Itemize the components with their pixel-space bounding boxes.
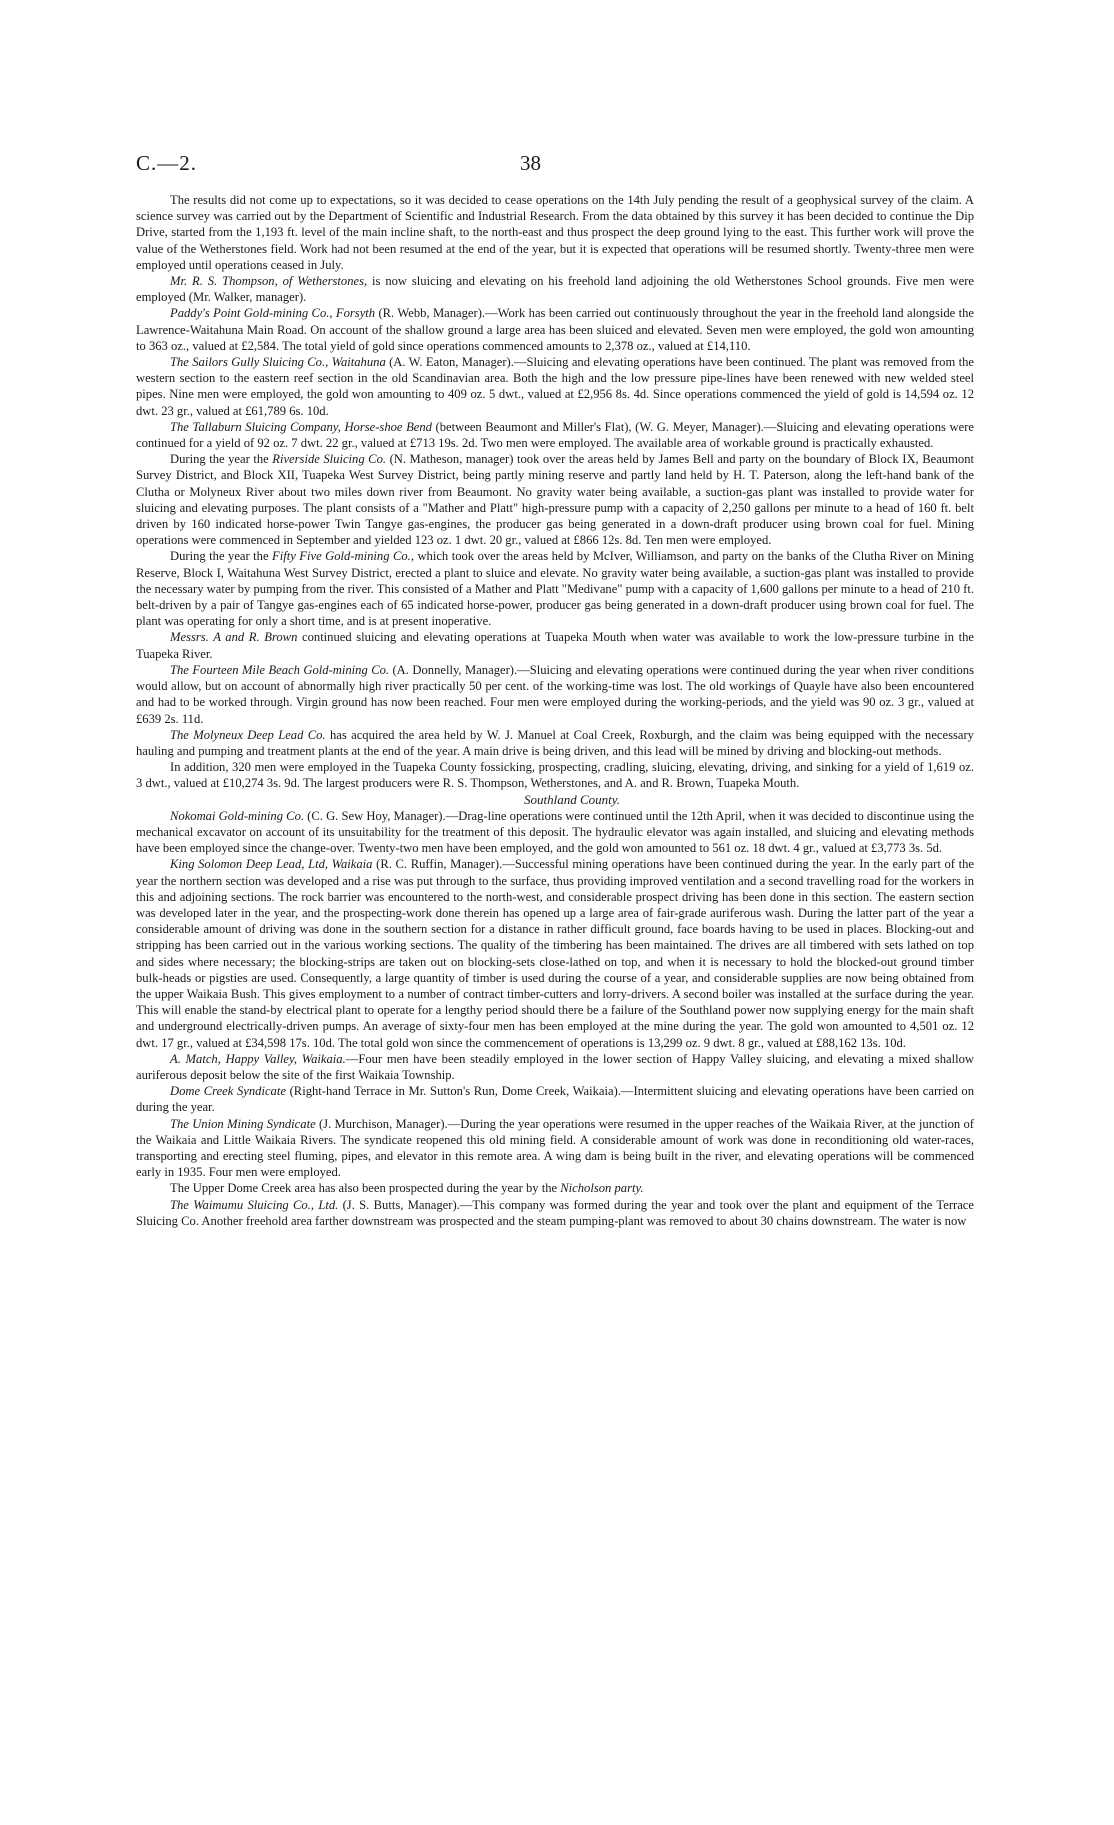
paragraph-intro: During the year the [170,549,273,564]
paragraph-lead: Nokomai Gold-mining Co. [170,808,305,823]
document-body [136,192,974,1229]
section-heading-southland: Southland County. [523,791,621,807]
paragraph-text: continued sluicing and elevating operations at Tuapeka Mouth when water was available to work the low-pressure turbine in the Tuapeka River. [136,630,974,661]
paragraph [136,419,974,451]
paragraph-lead: Dome Creek Syndicate [170,1084,286,1099]
paragraph [136,273,974,305]
paragraph-text: (J. S. Butts, Manager).—This company was formed during the year and took over the plant and equipment of the Terrace Sluicing Co. Another freehold area farther downstream was prospected and the steam pumping-plant was removed to about 30 chains downstream. The water is now [136,1197,974,1228]
paragraph-lead: The Fourteen Mile Beach Gold-mining Co. [170,662,390,677]
paragraph-text: In addition, 320 men were employed in the Tuapeka County fossicking, prospecting, cradling, sluicing, elevating, driving, and sinking for a yield of 1,619 oz. 3 dwt., valued at £10,274 3s. 9d. The largest producers were R. S. Thompson, Wetherstones, and A. and R. Brown, Tuapeka Mouth. [136,760,974,791]
paragraph [136,354,974,419]
paragraph-text: is now sluicing and elevating on his freehold land adjoining the old Wetherstones School grounds. Five men were employed (Mr. Walker, manager). [136,274,974,305]
paragraph-text: (R. Webb, Manager).—Work has been carried out continuously throughout the year in the freehold land alongside the Lawrence-Waitahuna Main Road. On account of the shallow ground a large area has been sluiced and elevated. Seven men were employed, the gold won amounting to 363 oz., valued at £2,584. The total yield of gold since operations commenced amounts to 2,378 oz., valued at £14,110. [136,306,974,353]
paragraph [136,192,974,273]
paragraph-text: The results did not come up to expectations, so it was decided to cease operations on the 14th July pending the result of a geophysical survey of the claim. A science survey was carried out by the Department of Scientific and Industrial Research. From the data obtained by this survey it has been decided to continue the Dip Drive, started from the 1,193 ft. level of the main incline shaft, to the north-east and thus prospect the deep ground lying to the east. This further work will prove the value of the Wetherstones field. Work had not been resumed at the end of the year, but it is expected that operations will be resumed shortly. Twenty-three men were employed until operations ceased in July. [136,193,974,272]
paragraph-lead: King Solomon Deep Lead, Ltd, Waikaia [170,857,373,872]
paragraph-text: (N. Matheson, manager) took over the areas held by James Bell and party on the boundary of Block IX, Beaumont Survey District, and Block XII, Tuapeka West Survey District, being partly mining reserve and partly land held by H. T. Paterson, along the left-hand bank of the Clutha or Molyneux River about two miles down river from Beaumont. No gravity water being available, a suction-gas plant was installed to provide water for sluicing and elevating purposes. The plant consists of a "Mather and Platt" high-pressure pump with a capacity of 2,250 gallons per minute to a head of 160 ft. belt driven by 160 indicated horse-power Twin Tangye gas-engines, the producer gas being generated in a down-draft producer using brown coal for fuel. Mining operations were commenced in September and yielded 123 oz. 1 dwt. 20 gr., valued at £866 12s. 8d. Ten men were employed. [136,452,974,548]
paragraph-text: (A. W. Eaton, Manager).—Sluicing and elevating operations have been continued. The plant was removed from the western section to the eastern reef section in the old Scandinavian area. Both the high and the low pressure pipe-lines have been renewed with new welded steel pipes. Nine men were employed, the gold won amounting to 409 oz. 5 dwt., valued at £2,956 8s. 4d. Since operations commenced the yield of gold is 14,594 oz. 12 dwt. 23 gr., valued at £61,789 6s. 10d. [136,355,975,418]
paragraph-lead: Messrs. A and R. Brown [170,630,298,645]
paragraph-text: The Upper Dome Creek area has also been prospected during the year by the [170,1181,561,1196]
paragraph-lead: The Molyneux Deep Lead Co. [170,727,326,742]
paragraph-lead: Paddy's Point Gold-mining Co., Forsyth [170,306,376,321]
paragraph-text: has acquired the area held by W. J. Manuel at Coal Creek, Roxburgh, and the claim was being equipped with the necessary hauling and pumping and treatment plants at the end of the year. A main drive is being driven, and this lead will be mined by driving and blocking-out methods. [136,727,974,758]
paragraph-lead: The Tallaburn Sluicing Company, Horse-shoe Bend [170,419,432,434]
paragraph-lead: The Waimumu Sluicing Co., Ltd. [170,1197,339,1212]
paragraph [136,1051,974,1083]
paragraph [136,727,974,759]
paragraph-lead: Riverside Sluicing Co. [272,452,387,467]
paragraph-lead: The Sailors Gully Sluicing Co., Waitahuna [170,355,386,370]
paragraph [136,1116,974,1181]
paragraph-tail: Nicholson party. [560,1181,644,1196]
paragraph-text: (Right-hand Terrace in Mr. Sutton's Run, Dome Creek, Waikaia).—Intermittent sluicing and elevating operations have been carried on during the year. [136,1084,974,1115]
paragraph-lead: Fifty Five Gold-mining Co., [272,549,414,564]
paragraph [136,629,974,661]
paragraph-intro: During the year the [170,452,273,467]
paragraph-lead: Mr. R. S. Thompson, of Wetherstones, [170,274,368,289]
paragraph-text: (A. Donnelly, Manager).—Sluicing and elevating operations were continued during the year when river conditions would allow, but on account of abnormally high river practically 50 per cent. of the working-time was lost. The old workings of Quayle have also been encountered and had to be worked through. Virgin ground has now been reached. Four men were employed during the working-periods, and the yield was 90 oz. 3 gr., valued at £639 2s. 11d. [136,662,974,726]
paragraph [136,808,974,857]
paragraph [136,305,974,354]
paragraph [136,759,974,791]
paragraph-text: (R. C. Ruffin, Manager).—Successful mining operations have been continued during the year. In the early part of the year the northern section was developed and a rise was put through to the surface, thus providing improved ventilation and a second travelling road for the workers in this and adjoining sections. The rock barrier was encountered to the north-west, and considerable prospect driving has been done in this section. The eastern section was developed later in the year, and the prospecting-work done therein has opened up a large area of fair-grade auriferous wash. During the latter part of the year a considerable amount of driving was done in the southern section for a distance in rather difficult ground, face boards having to be used in places. Blocking-out and stripping has been carried out in the various working sections. The quality of the timbering has been maintained. The drives are all timbered with sets lathed on top and sides where necessary; the blocking-strips are taken out on blocking-sets close-lathed on top, and when it is necessary to hold the blocked-out ground timber bulk-heads or pigsties are used. Consequently, a large quantity of timber is used during the course of a year, and considerable supplies are now being obtained from the upper Waikaia Bush. This gives employment to a number of contract timber-cutters and lorry-drivers. A second boiler was installed at the surface during the year. This will enable the stand-by electrical plant to operate for a lengthy period should there be a failure of the Southland power now supplying energy for the main shaft and underground electrically-driven pumps. An average of sixty-four men has been employed at the mine during the year. The gold won amounted to 4,501 oz. 12 dwt. 17 gr., valued at £34,598 17s. 10d. The total gold won since the commencement of operations is 13,299 oz. 9 dwt. 8 gr., valued at £88,162 13s. 10d. [136,857,975,1050]
paragraph-text: (J. Murchison, Manager).—During the year operations were resumed in the upper reaches of the Waikaia River, at the junction of the Waikaia and Little Waikaia Rivers. The syndicate reopened this old mining field. A considerable amount of work was done in reconditioning old water-races, transporting and erecting steel fluming, pipes, and elevator in this remote area. A wing dam is being built in the river, and elevating operations will be commenced early in 1935. Four men were employed. [136,1116,974,1180]
page-number: 38 [520,151,541,175]
paragraph-lead: A. Match, Happy Valley, Waikaia. [170,1051,346,1066]
paragraph-lead: The Union Mining Syndicate [170,1116,316,1131]
paragraph-text: (C. G. Sew Hoy, Manager).—Drag-line operations were continued until the 12th April, when it was decided to discontinue using the mechanical excavator on account of its unsuitability for the treatment of this deposit. The hydraulic elevator was again installed, and sluicing and elevating methods have been employed since the change-over. Twenty-two men have been employed, and the gold won amounted to 561 oz. 18 dwt. 4 gr., valued at £3,773 3s. 5d. [136,808,974,856]
paragraph [136,1083,974,1115]
paragraph [136,451,974,548]
section-tuapeka-county [136,192,974,792]
paragraph-text: which took over the areas held by McIver, Williamson, and party on the banks of the Clutha River on Mining Reserve, Block I, Waitahuna West Survey District, erected a plant to sluice and elevate. No gravity water being available, a suction-gas plant was installed to provide the necessary water by pumping from the river. This consisted of a Mather and Platt "Medivane" pump with a capacity of 1,600 gallons per minute to a head of 210 ft. belt-driven by a pair of Tangye gas-engines each of 65 indicated horse-power, producer gas being generated in a down-draft producer using brown coal for fuel. The plant was operating for only a short time, and is at present inoperative. [136,549,974,629]
paragraph [136,548,974,629]
paragraph [136,856,974,1050]
section-southland-county [136,808,974,1229]
paragraph-text: (between Beaumont and Miller's Flat), (W. G. Meyer, Manager).—Sluicing and elevating operations were continued for a yield of 92 oz. 7 dwt. 22 gr., valued at £713 19s. 2d. Two men were employed. The available area of workable ground is practically exhausted. [136,419,974,451]
paragraph-text: —Four men have been steadily employed in the lower section of Happy Valley sluicing, and elevating a mixed shallow auriferous deposit below the site of the first Waikaia Township. [136,1051,974,1082]
document-id: C.—2. [136,151,198,175]
paragraph [136,662,974,727]
paragraph [136,1180,974,1196]
paragraph [136,1197,974,1229]
